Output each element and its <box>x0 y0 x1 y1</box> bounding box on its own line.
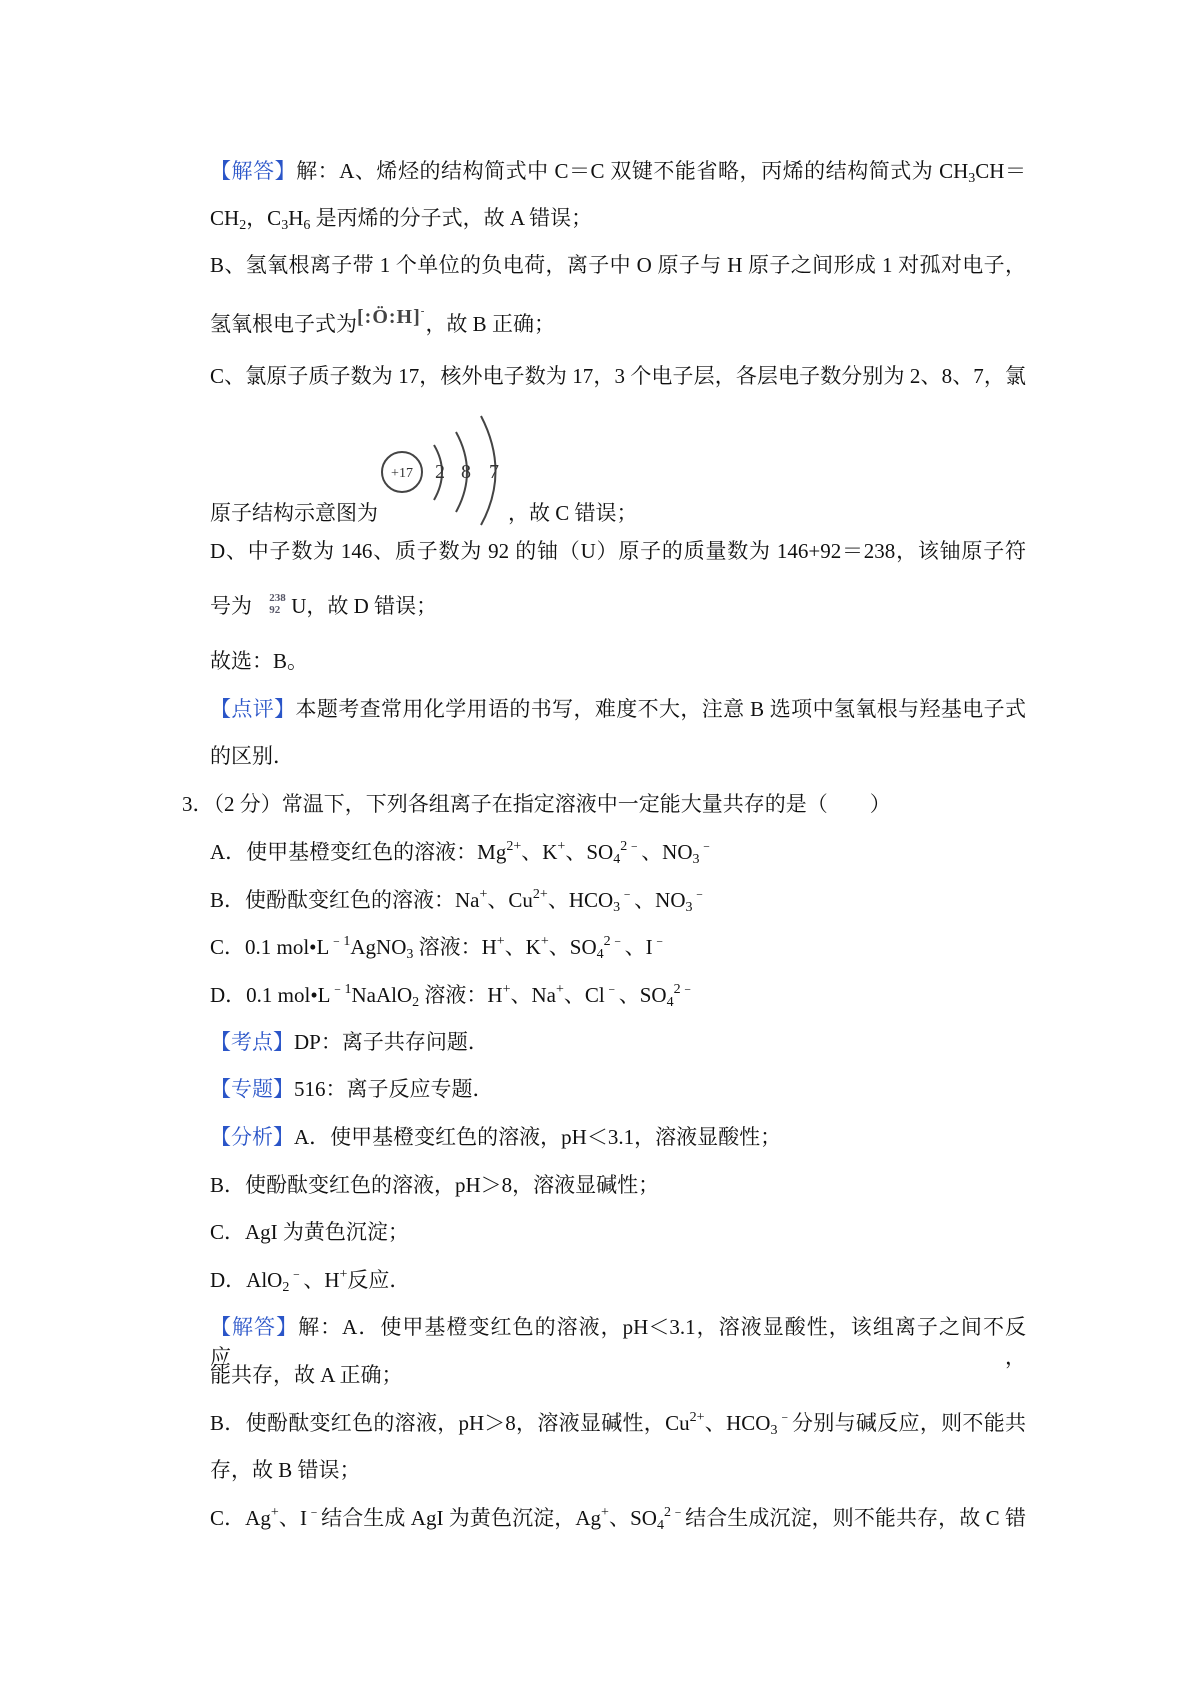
text-line <box>210 980 1026 1010</box>
charge: - <box>420 305 426 317</box>
subscript: 3 <box>613 900 621 915</box>
nuclide-symbol-image <box>269 591 291 619</box>
chlorine-atom-structure-diagram <box>378 412 508 527</box>
text-segment: CH＝ <box>975 159 1026 183</box>
superscript: ﹣ <box>699 839 714 854</box>
text-segment: 、NO <box>641 840 693 864</box>
text-line <box>210 407 1026 527</box>
text-segment: CH <box>210 206 240 230</box>
text-segment: 、I <box>624 935 653 959</box>
section-label: 【专题】 <box>210 1077 294 1101</box>
hydroxide-electron-formula-image <box>357 302 425 332</box>
text-line <box>210 361 1026 391</box>
text-segment: 、I <box>278 1506 307 1530</box>
superscript: ﹣ <box>692 887 707 902</box>
subscript: 3 <box>968 171 976 186</box>
mass-number: 238 <box>269 592 286 604</box>
text-segment: 原子结构示意图为 <box>210 501 378 525</box>
text-segment: ，故 B 正确； <box>425 312 555 336</box>
superscript: + <box>557 839 566 854</box>
text-segment: 、SO <box>618 983 667 1007</box>
section-label: 【解答】 <box>210 1315 299 1339</box>
superscript: ﹣1 <box>329 934 351 949</box>
text-segment: 结合生成 AgI 为黄色沉淀，Ag <box>321 1506 601 1530</box>
text-segment: B、氢氧根离子带 1 个单位的负电荷，离子中 O 原子与 H 原子之间形成 1 对孤对电子， <box>210 253 1026 277</box>
section-label: 【点评】 <box>210 697 296 721</box>
text-line <box>210 1170 1026 1200</box>
text-line <box>182 789 998 819</box>
text-segment: D、中子数为 146、质子数为 92 的铀（U）原子的质量数为 146+92＝238，该铀原子符 <box>210 539 1026 563</box>
text-line <box>210 646 1026 676</box>
shell-electron-count: 2 <box>435 461 445 483</box>
subscript: 3 <box>281 218 289 233</box>
shell-electron-count: 7 <box>489 461 499 483</box>
subscript: 4 <box>666 995 674 1010</box>
text-line <box>210 1217 1026 1247</box>
text-segment: 能共存，故 A 正确； <box>210 1363 403 1387</box>
text-line <box>210 1455 1026 1485</box>
text-segment: 、K <box>504 935 541 959</box>
text-segment: B．使酚酞变红色的溶液，pH＞8，溶液显碱性，Cu <box>210 1411 690 1435</box>
atomic-number: 92 <box>269 604 281 616</box>
text-segment: D．0.1 mol•L <box>210 983 331 1007</box>
subscript: 3 <box>685 900 693 915</box>
superscript: + <box>502 982 511 997</box>
text-segment: B．使酚酞变红色的溶液，pH＞8，溶液显碱性； <box>210 1173 660 1197</box>
superscript: + <box>496 934 505 949</box>
text-line <box>210 1408 1026 1438</box>
text-segment: 解：A、烯烃的结构简式中 C＝C 双键不能省略，丙烯的结构简式为 CH <box>296 159 969 183</box>
section-label: 【考点】 <box>210 1030 294 1054</box>
superscript: 2﹣ <box>663 1505 686 1520</box>
superscript: 2﹣ <box>673 982 695 997</box>
text-segment: 解：A．使甲基橙变红色的溶液，pH＜3.1，溶液显酸性，该组离子之间不反应， <box>210 1315 1026 1369</box>
text-segment: C．0.1 mol•L <box>210 935 330 959</box>
superscript: + <box>479 887 488 902</box>
text-segment: 、SO <box>608 1506 657 1530</box>
section-label: 【分析】 <box>210 1125 294 1149</box>
text-segment: 、Cl <box>563 983 605 1007</box>
text-segment: 、NO <box>634 888 686 912</box>
superscript: ﹣ <box>289 1267 304 1282</box>
subscript: 3 <box>770 1423 778 1438</box>
superscript: ﹣ <box>652 934 667 949</box>
subscript: 3 <box>692 852 700 867</box>
text-segment: 反应． <box>347 1268 411 1292</box>
superscript: + <box>270 1505 279 1520</box>
text-segment: 本题考查常用化学用语的书写，难度不大，注意 B 选项中氢氧根与羟基电子式 <box>295 697 1026 721</box>
text-segment: 、HCO <box>547 888 614 912</box>
text-segment: NaAlO <box>351 983 413 1007</box>
text-line <box>210 536 1026 566</box>
text-line <box>210 1312 1026 1369</box>
text-line <box>210 305 1026 339</box>
text-segment: D．AlO <box>210 1268 283 1292</box>
text-segment: 结合生成沉淀，则不能共存，故 C 错 <box>685 1506 1027 1530</box>
text-segment: C．Ag <box>210 1506 271 1530</box>
text-line <box>210 591 1026 621</box>
text-segment: 氢氧根电子式为 <box>210 312 357 336</box>
subscript: 6 <box>303 218 311 233</box>
text-segment: 的区别． <box>210 744 294 768</box>
text-segment: 分别与碱反应，则不能共 <box>792 1411 1027 1435</box>
text-line <box>210 156 1026 186</box>
superscript: + <box>601 1505 609 1520</box>
text-segment: C．AgI 为黄色沉淀； <box>210 1220 409 1244</box>
superscript: ﹣1 <box>330 982 352 997</box>
text-line <box>210 694 1026 724</box>
superscript: 2+ <box>506 839 522 854</box>
text-line <box>210 250 1026 280</box>
text-segment: DP：离子共存问题． <box>294 1030 489 1054</box>
text-segment: 、K <box>521 840 558 864</box>
text-segment: 3．（2 分）常温下，下列各组离子在指定溶液中一定能大量共存的是（ ） <box>182 792 891 816</box>
text-line <box>210 932 1026 962</box>
text-line <box>210 1027 1026 1057</box>
text-segment: 号为 <box>210 594 258 618</box>
text-line <box>210 837 1026 867</box>
subscript: 4 <box>656 1518 664 1533</box>
text-line <box>210 1074 1026 1104</box>
superscript: + <box>556 982 564 997</box>
text-line <box>210 1360 1026 1390</box>
superscript: 2﹣ <box>603 934 625 949</box>
text-segment: AgNO <box>350 935 407 959</box>
text-segment: A．使甲基橙变红色的溶液：Mg <box>210 840 507 864</box>
text-segment: 、Na <box>510 983 556 1007</box>
superscript: + <box>540 934 549 949</box>
text-segment: ，C <box>246 206 282 230</box>
text-segment: H <box>288 206 304 230</box>
text-segment: 故选：B。 <box>210 649 309 673</box>
text-segment: 是丙烯的分子式，故 A 错误； <box>310 206 593 230</box>
text-segment: 516：离子反应专题． <box>294 1077 494 1101</box>
subscript: 3 <box>406 947 414 962</box>
text-segment: ，故 C 错误； <box>508 501 638 525</box>
superscript: + <box>339 1267 348 1282</box>
text-segment: 、SO <box>565 840 614 864</box>
text-line <box>210 1503 1026 1533</box>
superscript: ﹣ <box>306 1505 322 1520</box>
superscript: 2+ <box>689 1410 705 1425</box>
superscript: 2+ <box>532 887 548 902</box>
text-segment: 、Cu <box>487 888 533 912</box>
text-segment: B．使酚酞变红色的溶液：Na <box>210 888 480 912</box>
superscript: ﹣ <box>620 887 635 902</box>
subscript: 2 <box>282 1280 290 1295</box>
text-line <box>210 741 1026 771</box>
superscript: 2﹣ <box>620 839 642 854</box>
text-segment: C、氯原子质子数为 17，核外电子数为 17，3 个电子层，各层电子数分别为 2、8、7，氯 <box>210 364 1026 388</box>
section-label: 【解答】 <box>210 159 297 183</box>
subscript: 4 <box>596 947 604 962</box>
text-segment: A．使甲基橙变红色的溶液，pH＜3.1，溶液显酸性； <box>294 1125 782 1149</box>
text-segment: 溶液：H <box>419 983 503 1007</box>
text-segment: U，故 D 错误； <box>291 594 438 618</box>
formula-text: [:Ö:H] <box>357 306 421 328</box>
superscript: ﹣ <box>777 1410 793 1425</box>
subscript: 2 <box>239 218 247 233</box>
text-line <box>210 885 1026 915</box>
text-line <box>210 1122 1026 1152</box>
text-segment: 溶液：H <box>413 935 497 959</box>
text-segment: 、SO <box>548 935 597 959</box>
subscript: 2 <box>412 995 420 1010</box>
text-line <box>210 1265 1026 1295</box>
text-segment: 存，故 B 错误； <box>210 1458 361 1482</box>
text-line <box>210 203 1026 233</box>
shell-electron-count: 8 <box>461 461 471 483</box>
subscript: 4 <box>613 852 621 867</box>
superscript: ﹣ <box>604 982 619 997</box>
nucleus-charge: +17 <box>391 466 413 481</box>
text-segment: 、H <box>303 1268 340 1292</box>
text-segment: 、HCO <box>704 1411 771 1435</box>
